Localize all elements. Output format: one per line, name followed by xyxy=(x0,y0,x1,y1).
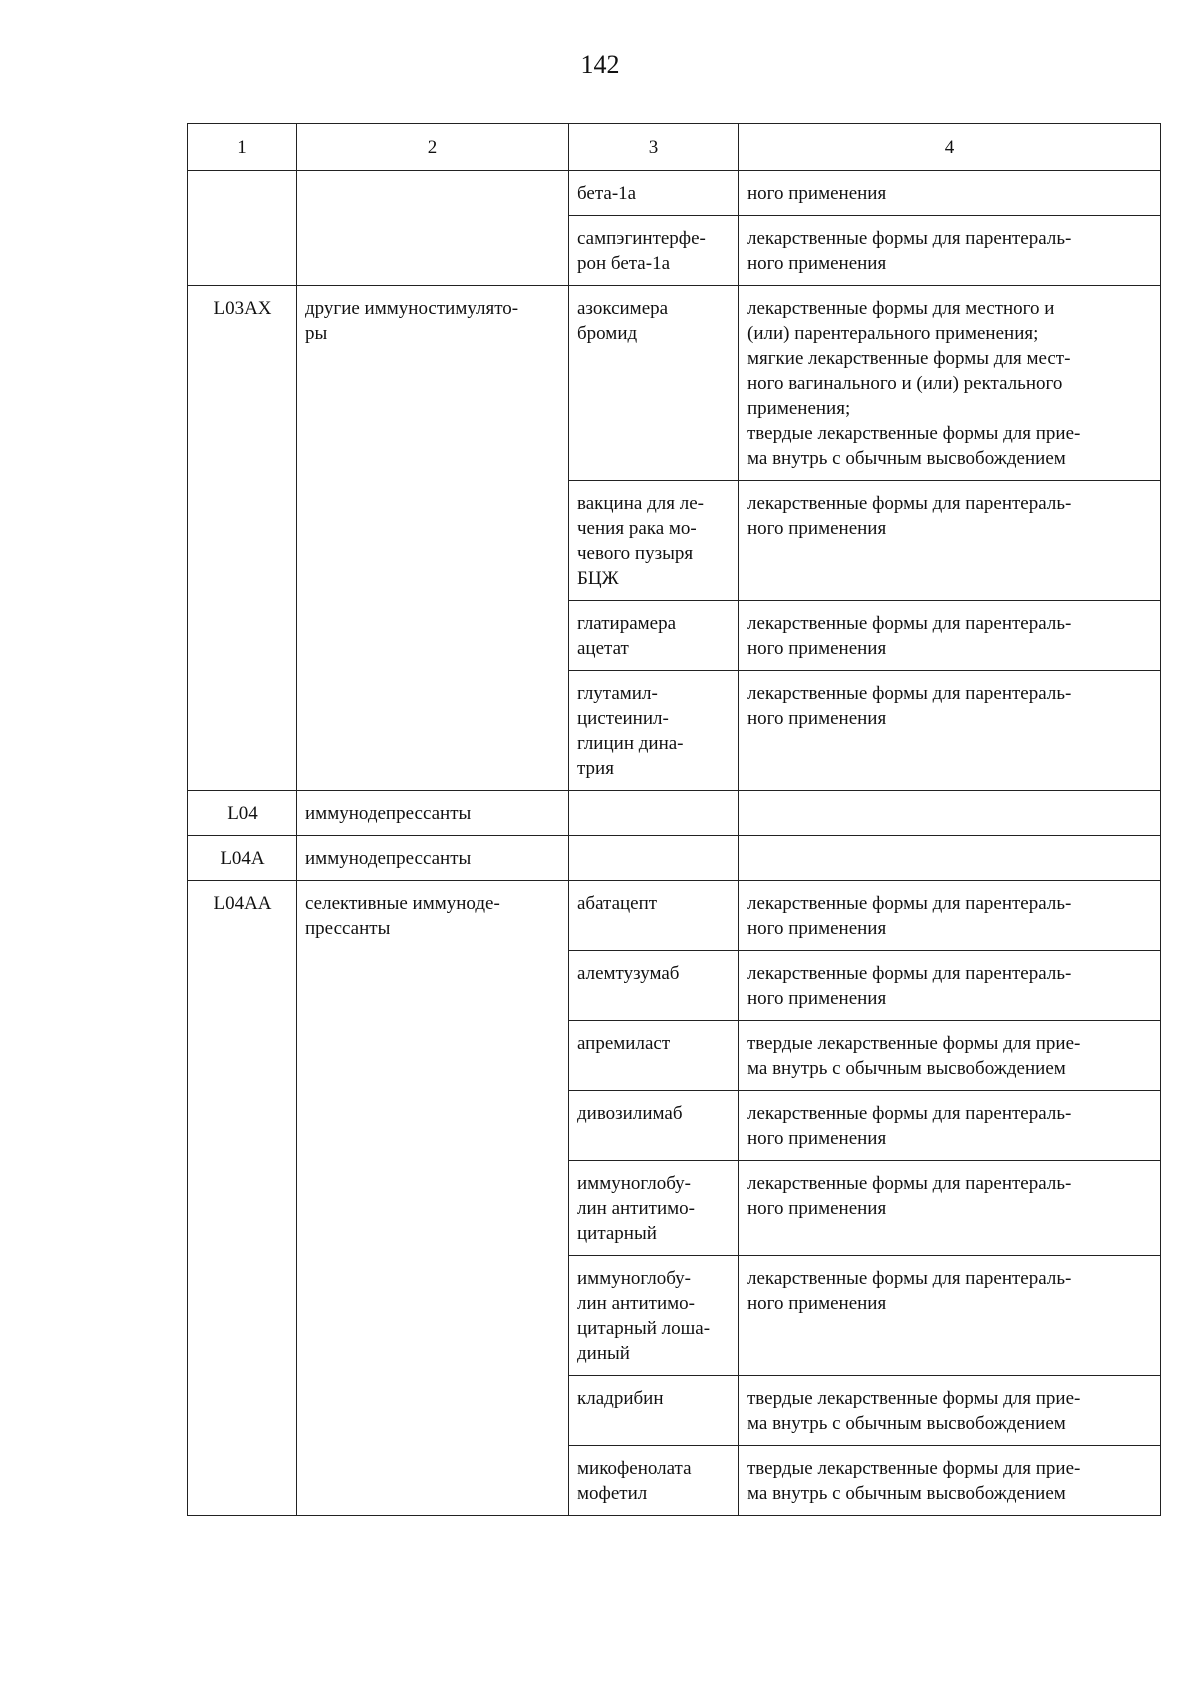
text-line: селективные иммуноде- xyxy=(305,893,500,914)
text-line: ного применения xyxy=(747,638,887,659)
text-line: ного применения xyxy=(747,1198,887,1219)
text-line: трия xyxy=(577,758,614,779)
dosage-form-cell xyxy=(739,481,1161,601)
text-line: ма внутрь с обычным высвобождением xyxy=(747,448,1066,469)
dosage-form-cell xyxy=(739,881,1161,951)
text-line: ного применения xyxy=(747,253,887,274)
text-line: ного применения xyxy=(747,708,887,729)
text-line: бета-1а xyxy=(577,183,637,204)
drug-classification-table xyxy=(187,123,1161,1516)
text-line: твердые лекарственные формы для прие- xyxy=(747,1458,1081,1479)
text-line: бромид xyxy=(577,323,638,344)
drug-name-cell xyxy=(569,1021,739,1091)
text-line: ного вагинального и (или) ректального xyxy=(747,373,1063,394)
text-line: кладрибин xyxy=(577,1388,664,1409)
dosage-form-cell xyxy=(739,1091,1161,1161)
text-line: БЦЖ xyxy=(577,568,619,589)
dosage-form-cell xyxy=(739,1446,1161,1516)
dosage-form-cell xyxy=(739,951,1161,1021)
text-line: мофетил xyxy=(577,1483,648,1504)
text-line: лекарственные формы для местного и xyxy=(747,298,1055,319)
text-line: апремиласт xyxy=(577,1033,671,1054)
text-line: ного применения xyxy=(747,988,887,1009)
page-number: 142 xyxy=(580,50,620,79)
atc-code-cell: L04A xyxy=(188,836,297,881)
drug-name-cell xyxy=(569,216,739,286)
drug-name-cell xyxy=(569,836,739,881)
dosage-form-cell xyxy=(739,171,1161,216)
atc-code-cell: L04 xyxy=(188,791,297,836)
text-line: глицин дина- xyxy=(577,733,684,754)
text-line: твердые лекарственные формы для прие- xyxy=(747,1033,1081,1054)
text-line: глатирамера xyxy=(577,613,677,634)
dosage-form-cell xyxy=(739,601,1161,671)
text-line: ного применения xyxy=(747,1293,887,1314)
drug-name-cell xyxy=(569,601,739,671)
text-line: твердые лекарственные формы для прие- xyxy=(747,423,1081,444)
column-header-3: 3 xyxy=(569,124,739,171)
dosage-form-cell xyxy=(739,216,1161,286)
drug-name-cell xyxy=(569,1091,739,1161)
text-line: чевого пузыря xyxy=(577,543,694,564)
text-line: иммунодепрессанты xyxy=(305,848,472,869)
drug-name-cell xyxy=(569,286,739,481)
dosage-form-cell xyxy=(739,836,1161,881)
text-line: иммунодепрессанты xyxy=(305,803,472,824)
text-line: иммуноглобу- xyxy=(577,1268,691,1289)
text-line: лекарственные формы для парентераль- xyxy=(747,613,1072,634)
dosage-form-cell xyxy=(739,1256,1161,1376)
dosage-form-cell xyxy=(739,1161,1161,1256)
text-line: применения; xyxy=(747,398,851,419)
text-line: ма внутрь с обычным высвобождением xyxy=(747,1483,1066,1504)
text-line: цитарный лоша- xyxy=(577,1318,711,1339)
drug-name-cell xyxy=(569,1256,739,1376)
text-line: лекарственные формы для парентераль- xyxy=(747,1173,1072,1194)
atc-code-cell: L04AA xyxy=(188,881,297,1516)
group-name-cell xyxy=(297,286,569,791)
drug-name-cell xyxy=(569,1161,739,1256)
dosage-form-cell xyxy=(739,1021,1161,1091)
column-header-4: 4 xyxy=(739,124,1161,171)
text-line: цистеинил- xyxy=(577,708,669,729)
drug-name-cell xyxy=(569,791,739,836)
table-row xyxy=(188,171,1161,216)
table-header-row xyxy=(188,124,1161,171)
text-line: ма внутрь с обычным высвобождением xyxy=(747,1058,1066,1079)
atc-code-cell xyxy=(188,171,297,286)
text-line: ацетат xyxy=(577,638,629,659)
drug-name-cell xyxy=(569,881,739,951)
column-header-2: 2 xyxy=(297,124,569,171)
text-line: (или) парентерального применения; xyxy=(747,323,1039,344)
text-line: лекарственные формы для парентераль- xyxy=(747,493,1072,514)
text-line: цитарный xyxy=(577,1223,657,1244)
text-line: ного применения xyxy=(747,918,887,939)
text-line: лекарственные формы для парентераль- xyxy=(747,683,1072,704)
text-line: диный xyxy=(577,1343,630,1364)
table-row xyxy=(188,286,1161,481)
text-line: ного применения xyxy=(747,183,887,204)
text-line: ного применения xyxy=(747,518,887,539)
table-row xyxy=(188,881,1161,951)
group-name-cell xyxy=(297,791,569,836)
text-line: иммуноглобу- xyxy=(577,1173,691,1194)
table-row xyxy=(188,836,1161,881)
text-line: лекарственные формы для парентераль- xyxy=(747,1103,1072,1124)
text-line: лекарственные формы для парентераль- xyxy=(747,228,1072,249)
text-line: другие иммуностимулято- xyxy=(305,298,519,319)
table-row xyxy=(188,791,1161,836)
text-line: лекарственные формы для парентераль- xyxy=(747,1268,1072,1289)
text-line: лекарственные формы для парентераль- xyxy=(747,963,1072,984)
text-line: азоксимера xyxy=(577,298,669,319)
text-line: сампэгинтерфе- xyxy=(577,228,706,249)
text-line: лин антитимо- xyxy=(577,1293,695,1314)
table-body xyxy=(188,124,1161,1516)
group-name-cell xyxy=(297,171,569,286)
text-line: рон бета-1а xyxy=(577,253,670,274)
text-line: ры xyxy=(305,323,328,344)
text-line: микофенолата xyxy=(577,1458,692,1479)
text-line: абатацепт xyxy=(577,893,658,914)
dosage-form-cell xyxy=(739,1376,1161,1446)
group-name-cell xyxy=(297,881,569,1516)
drug-name-cell xyxy=(569,481,739,601)
text-line: алемтузумаб xyxy=(577,963,680,984)
group-name-cell xyxy=(297,836,569,881)
text-line: лекарственные формы для парентераль- xyxy=(747,893,1072,914)
text-line: лин антитимо- xyxy=(577,1198,695,1219)
text-line: мягкие лекарственные формы для мест- xyxy=(747,348,1071,369)
text-line: ного применения xyxy=(747,1128,887,1149)
text-line: глутамил- xyxy=(577,683,658,704)
text-line: вакцина для ле- xyxy=(577,493,704,514)
drug-name-cell xyxy=(569,1376,739,1446)
atc-code-cell: L03AX xyxy=(188,286,297,791)
text-line: твердые лекарственные формы для прие- xyxy=(747,1388,1081,1409)
text-line: дивозилимаб xyxy=(577,1103,683,1124)
text-line: прессанты xyxy=(305,918,391,939)
drug-name-cell xyxy=(569,1446,739,1516)
drug-name-cell xyxy=(569,671,739,791)
drug-name-cell xyxy=(569,951,739,1021)
column-header-1: 1 xyxy=(188,124,297,171)
text-line: чения рака мо- xyxy=(577,518,697,539)
dosage-form-cell xyxy=(739,791,1161,836)
text-line: ма внутрь с обычным высвобождением xyxy=(747,1413,1066,1434)
dosage-form-cell xyxy=(739,671,1161,791)
drug-name-cell xyxy=(569,171,739,216)
dosage-form-cell xyxy=(739,286,1161,481)
